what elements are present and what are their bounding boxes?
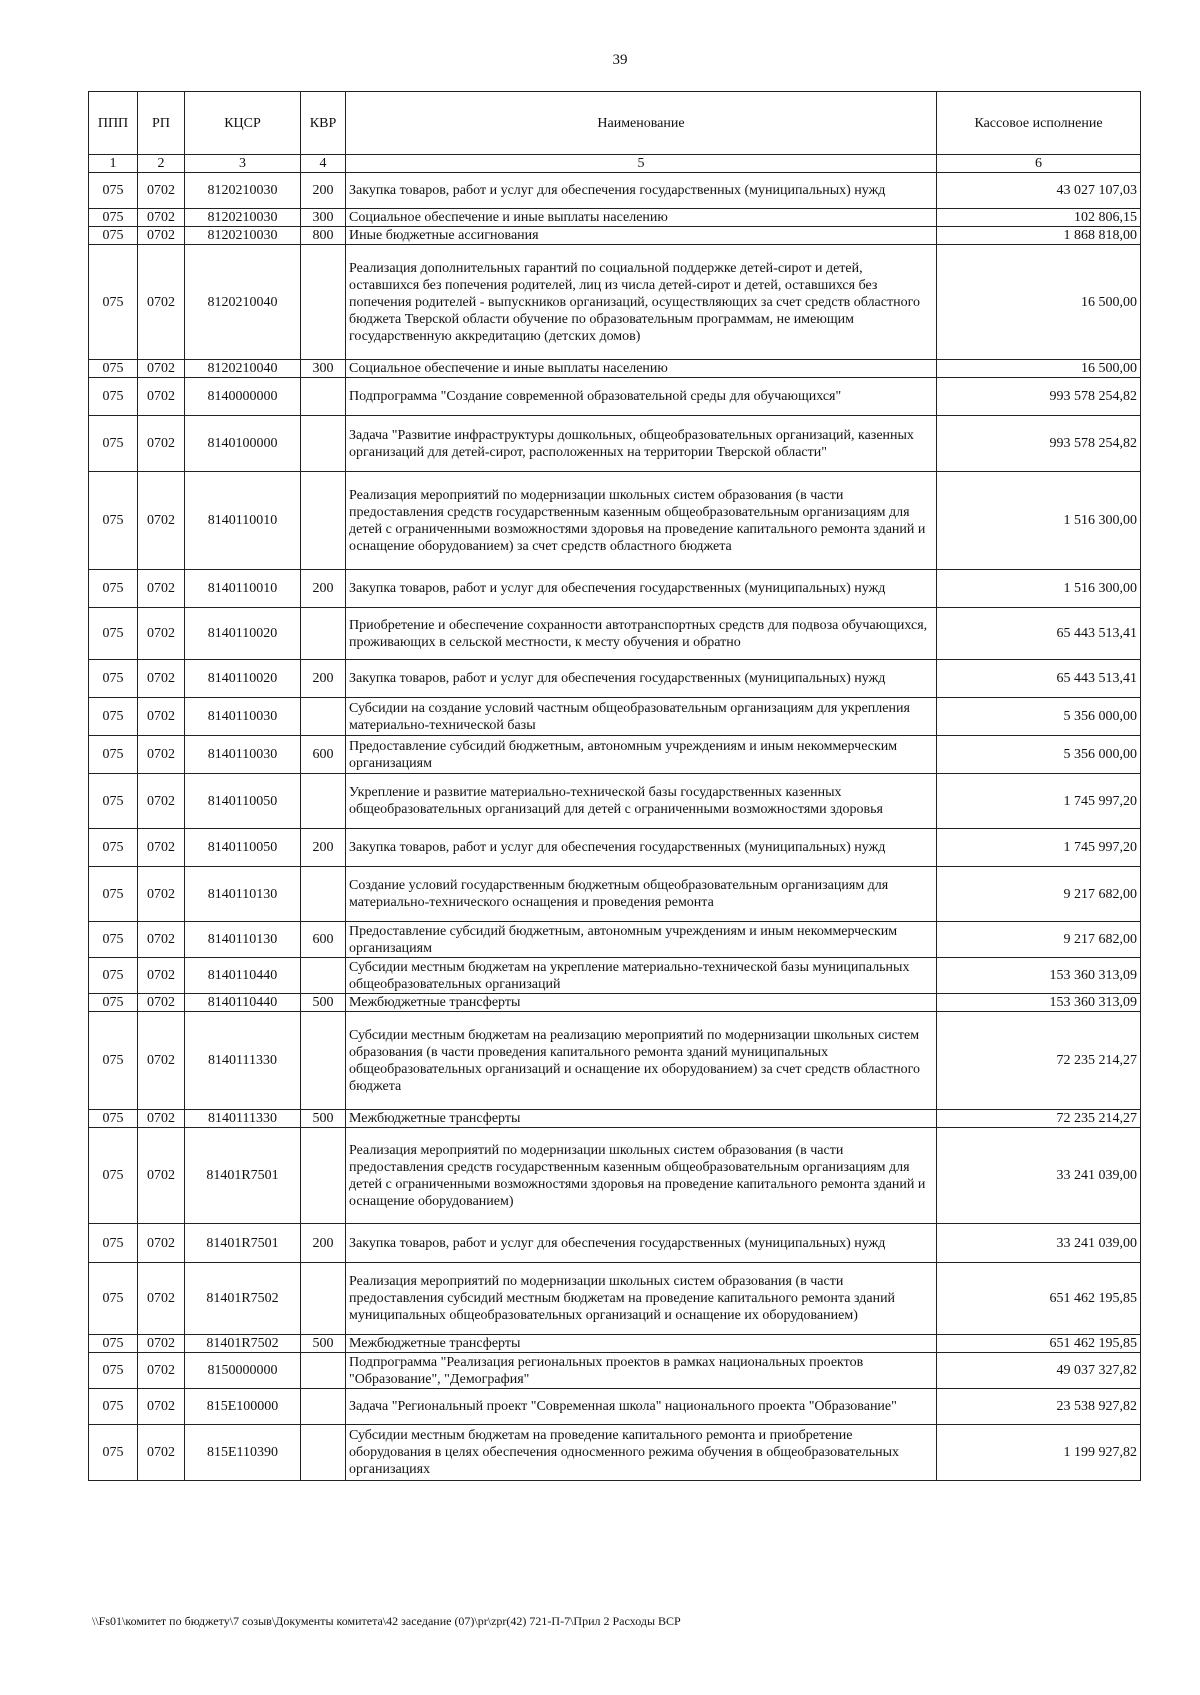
cell-rp: 0702 xyxy=(138,209,185,227)
cell-ppp: 075 xyxy=(89,1224,138,1263)
cell-kcsr: 8140110020 xyxy=(185,660,301,698)
cell-ppp: 075 xyxy=(89,867,138,922)
cell-ppp: 075 xyxy=(89,736,138,774)
cell-amount: 102 806,15 xyxy=(937,209,1141,227)
table-row xyxy=(89,922,1141,958)
cell-rp: 0702 xyxy=(138,774,185,829)
cell-amount: 651 462 195,85 xyxy=(937,1335,1141,1353)
cell-rp: 0702 xyxy=(138,245,185,360)
cell-rp: 0702 xyxy=(138,1128,185,1224)
cell-rp: 0702 xyxy=(138,994,185,1012)
table-row xyxy=(89,360,1141,378)
cell-name: Предоставление субсидий бюджетным, автономным учреждениям и иным некоммерческим организациям xyxy=(346,922,937,958)
cell-amount: 5 356 000,00 xyxy=(937,736,1141,774)
cell-amount: 1 745 997,20 xyxy=(937,774,1141,829)
table-row xyxy=(89,1012,1141,1110)
cell-amount: 993 578 254,82 xyxy=(937,416,1141,472)
cell-name: Укрепление и развитие материально-технической базы государственных казенных общеобразовательных организаций для детей с ограниченными возможностями здоровья xyxy=(346,774,937,829)
cell-ppp: 075 xyxy=(89,774,138,829)
cell-rp: 0702 xyxy=(138,416,185,472)
cell-ppp: 075 xyxy=(89,378,138,416)
table-body xyxy=(89,173,1141,1481)
cell-name: Реализация мероприятий по модернизации школьных систем образования (в части предоставления средств государственным казенным общеобразовательным организациям для детей с ограниченными возможностями здоровья на проведение капитального ремонта зданий и оснащение оборудованием) за счет средств областного бюджета xyxy=(346,472,937,570)
cell-ppp: 075 xyxy=(89,1128,138,1224)
cell-name: Межбюджетные трансферты xyxy=(346,1110,937,1128)
table-row xyxy=(89,416,1141,472)
cell-name: Реализация мероприятий по модернизации школьных систем образования (в части предоставления средств государственным казенным общеобразовательным организациям для детей с ограниченными возможностями здоровья на проведение капитального ремонта зданий и оснащение оборудованием) xyxy=(346,1128,937,1224)
cell-ppp: 075 xyxy=(89,608,138,660)
header-ppp: ППП xyxy=(89,92,138,155)
cell-amount: 9 217 682,00 xyxy=(937,922,1141,958)
cell-rp: 0702 xyxy=(138,472,185,570)
cell-ppp: 075 xyxy=(89,570,138,608)
table-row xyxy=(89,570,1141,608)
table-row xyxy=(89,1389,1141,1425)
cell-ppp: 075 xyxy=(89,472,138,570)
cell-ppp: 075 xyxy=(89,227,138,245)
cell-kcsr: 81401R7501 xyxy=(185,1224,301,1263)
cell-kcsr: 8120210030 xyxy=(185,173,301,209)
cell-name: Межбюджетные трансферты xyxy=(346,1335,937,1353)
cell-kvr: 200 xyxy=(301,660,346,698)
cell-rp: 0702 xyxy=(138,829,185,867)
table-row xyxy=(89,472,1141,570)
cell-ppp: 075 xyxy=(89,209,138,227)
cell-rp: 0702 xyxy=(138,1224,185,1263)
cell-ppp: 075 xyxy=(89,922,138,958)
cell-rp: 0702 xyxy=(138,378,185,416)
table-row xyxy=(89,227,1141,245)
cell-amount: 49 037 327,82 xyxy=(937,1353,1141,1389)
cell-ppp: 075 xyxy=(89,1353,138,1389)
cell-rp: 0702 xyxy=(138,958,185,994)
cell-amount: 33 241 039,00 xyxy=(937,1224,1141,1263)
cell-kvr: 200 xyxy=(301,1224,346,1263)
cell-kcsr: 8140110010 xyxy=(185,570,301,608)
table-row xyxy=(89,660,1141,698)
cell-name: Закупка товаров, работ и услуг для обеспечения государственных (муниципальных) нужд xyxy=(346,570,937,608)
cell-kvr: 500 xyxy=(301,1335,346,1353)
cell-ppp: 075 xyxy=(89,1335,138,1353)
cell-ppp: 075 xyxy=(89,1425,138,1481)
table-row xyxy=(89,1110,1141,1128)
cell-kcsr: 8140000000 xyxy=(185,378,301,416)
cell-kvr xyxy=(301,378,346,416)
cell-kcsr: 8140110130 xyxy=(185,922,301,958)
cell-amount: 72 235 214,27 xyxy=(937,1110,1141,1128)
table-row xyxy=(89,1425,1141,1481)
cell-amount: 651 462 195,85 xyxy=(937,1263,1141,1335)
cell-kvr xyxy=(301,416,346,472)
cell-amount: 43 027 107,03 xyxy=(937,173,1141,209)
cell-kcsr: 8150000000 xyxy=(185,1353,301,1389)
cell-name: Субсидии на создание условий частным общеобразовательным организациям для укрепления материально-технической базы xyxy=(346,698,937,736)
header-rp: РП xyxy=(138,92,185,155)
column-number: 3 xyxy=(185,155,301,173)
cell-name: Субсидии местным бюджетам на укрепление материально-технической базы муниципальных общеобразовательных организаций xyxy=(346,958,937,994)
cell-name: Закупка товаров, работ и услуг для обеспечения государственных (муниципальных) нужд xyxy=(346,1224,937,1263)
cell-amount: 153 360 313,09 xyxy=(937,994,1141,1012)
cell-name: Подпрограмма "Создание современной образовательной среды для обучающихся" xyxy=(346,378,937,416)
cell-ppp: 075 xyxy=(89,173,138,209)
cell-amount: 16 500,00 xyxy=(937,245,1141,360)
cell-kvr xyxy=(301,774,346,829)
cell-kvr xyxy=(301,1353,346,1389)
table-row xyxy=(89,245,1141,360)
cell-kvr xyxy=(301,1012,346,1110)
cell-kcsr: 8140110440 xyxy=(185,994,301,1012)
cell-ppp: 075 xyxy=(89,994,138,1012)
cell-amount: 1 868 818,00 xyxy=(937,227,1141,245)
column-number: 5 xyxy=(346,155,937,173)
table-row xyxy=(89,209,1141,227)
cell-rp: 0702 xyxy=(138,1335,185,1353)
header-kcsr: КЦСР xyxy=(185,92,301,155)
cell-kvr xyxy=(301,608,346,660)
cell-ppp: 075 xyxy=(89,1263,138,1335)
header-kvr: КВР xyxy=(301,92,346,155)
cell-name: Задача "Региональный проект "Современная школа" национального проекта "Образование" xyxy=(346,1389,937,1425)
cell-rp: 0702 xyxy=(138,1353,185,1389)
table-row xyxy=(89,608,1141,660)
table-row xyxy=(89,958,1141,994)
column-number: 4 xyxy=(301,155,346,173)
cell-kcsr: 8140110440 xyxy=(185,958,301,994)
cell-kvr: 200 xyxy=(301,570,346,608)
cell-kvr: 200 xyxy=(301,829,346,867)
cell-amount: 1 516 300,00 xyxy=(937,472,1141,570)
table-row xyxy=(89,1224,1141,1263)
cell-amount: 1 745 997,20 xyxy=(937,829,1141,867)
cell-kvr xyxy=(301,245,346,360)
cell-name: Субсидии местным бюджетам на реализацию мероприятий по модернизации школьных систем образования (в части проведения капитального ремонта зданий муниципальных общеобразовательных организаций и оснащение их оборудованием) за счет средств областного бюджета xyxy=(346,1012,937,1110)
page-number: 39 xyxy=(612,52,628,68)
cell-rp: 0702 xyxy=(138,922,185,958)
cell-name: Межбюджетные трансферты xyxy=(346,994,937,1012)
cell-kcsr: 815E110390 xyxy=(185,1425,301,1481)
cell-ppp: 075 xyxy=(89,1110,138,1128)
cell-kvr xyxy=(301,958,346,994)
cell-name: Создание условий государственным бюджетным общеобразовательным организациям для материально-технического оснащения и проведения ремонта xyxy=(346,867,937,922)
cell-rp: 0702 xyxy=(138,1110,185,1128)
header-amount: Кассовое исполнение xyxy=(937,92,1141,155)
cell-kvr xyxy=(301,1263,346,1335)
cell-amount: 9 217 682,00 xyxy=(937,867,1141,922)
cell-rp: 0702 xyxy=(138,660,185,698)
cell-kcsr: 81401R7502 xyxy=(185,1335,301,1353)
cell-rp: 0702 xyxy=(138,867,185,922)
cell-rp: 0702 xyxy=(138,1389,185,1425)
cell-kcsr: 8140110030 xyxy=(185,736,301,774)
column-number-row xyxy=(89,155,1141,173)
cell-kvr: 600 xyxy=(301,736,346,774)
cell-kcsr: 8120210040 xyxy=(185,245,301,360)
cell-ppp: 075 xyxy=(89,1012,138,1110)
cell-amount: 72 235 214,27 xyxy=(937,1012,1141,1110)
cell-amount: 33 241 039,00 xyxy=(937,1128,1141,1224)
cell-rp: 0702 xyxy=(138,1425,185,1481)
cell-kcsr: 8140110030 xyxy=(185,698,301,736)
cell-kcsr: 8140110130 xyxy=(185,867,301,922)
table-row xyxy=(89,378,1141,416)
cell-name: Социальное обеспечение и иные выплаты населению xyxy=(346,360,937,378)
cell-amount: 65 443 513,41 xyxy=(937,608,1141,660)
cell-kcsr: 8140111330 xyxy=(185,1012,301,1110)
table-row xyxy=(89,994,1141,1012)
cell-kcsr: 81401R7501 xyxy=(185,1128,301,1224)
cell-rp: 0702 xyxy=(138,360,185,378)
cell-ppp: 075 xyxy=(89,660,138,698)
cell-name: Социальное обеспечение и иные выплаты населению xyxy=(346,209,937,227)
cell-kcsr: 8120210030 xyxy=(185,209,301,227)
column-number: 1 xyxy=(89,155,138,173)
cell-rp: 0702 xyxy=(138,736,185,774)
cell-name: Реализация мероприятий по модернизации школьных систем образования (в части предоставления субсидий местным бюджетам на проведение капитального ремонта зданий муниципальных общеобразовательных организаций и оснащение их оборудованием) xyxy=(346,1263,937,1335)
cell-ppp: 075 xyxy=(89,958,138,994)
table-row xyxy=(89,736,1141,774)
cell-kvr xyxy=(301,867,346,922)
footer-file-path: \\Fs01\комитет по бюджету\7 созыв\Документы комитета\42 заседание (07)\pr\zpr(42) 721-П-7\Прил 2 Расходы ВСР xyxy=(92,1614,681,1628)
cell-kvr xyxy=(301,1425,346,1481)
cell-rp: 0702 xyxy=(138,698,185,736)
table-row xyxy=(89,698,1141,736)
cell-amount: 23 538 927,82 xyxy=(937,1389,1141,1425)
cell-name: Закупка товаров, работ и услуг для обеспечения государственных (муниципальных) нужд xyxy=(346,660,937,698)
cell-kvr: 300 xyxy=(301,209,346,227)
cell-kcsr: 8120210040 xyxy=(185,360,301,378)
table-row xyxy=(89,1128,1141,1224)
cell-kcsr: 8120210030 xyxy=(185,227,301,245)
cell-rp: 0702 xyxy=(138,570,185,608)
cell-kcsr: 815E100000 xyxy=(185,1389,301,1425)
cell-kvr: 200 xyxy=(301,173,346,209)
cell-name: Подпрограмма "Реализация региональных проектов в рамках национальных проектов "Образование", "Демография" xyxy=(346,1353,937,1389)
cell-ppp: 075 xyxy=(89,245,138,360)
table-row xyxy=(89,774,1141,829)
table-header-row xyxy=(89,92,1141,155)
cell-rp: 0702 xyxy=(138,1012,185,1110)
cell-kvr: 500 xyxy=(301,994,346,1012)
cell-kvr xyxy=(301,472,346,570)
cell-kvr: 800 xyxy=(301,227,346,245)
cell-rp: 0702 xyxy=(138,173,185,209)
cell-amount: 65 443 513,41 xyxy=(937,660,1141,698)
cell-kcsr: 81401R7502 xyxy=(185,1263,301,1335)
table-row xyxy=(89,1335,1141,1353)
cell-amount: 153 360 313,09 xyxy=(937,958,1141,994)
cell-amount: 16 500,00 xyxy=(937,360,1141,378)
cell-kcsr: 8140110050 xyxy=(185,774,301,829)
cell-amount: 1 199 927,82 xyxy=(937,1425,1141,1481)
table-row xyxy=(89,829,1141,867)
table-row xyxy=(89,173,1141,209)
header-name: Наименование xyxy=(346,92,937,155)
cell-amount: 5 356 000,00 xyxy=(937,698,1141,736)
cell-rp: 0702 xyxy=(138,1263,185,1335)
cell-ppp: 075 xyxy=(89,360,138,378)
cell-ppp: 075 xyxy=(89,829,138,867)
cell-kcsr: 8140110020 xyxy=(185,608,301,660)
cell-amount: 993 578 254,82 xyxy=(937,378,1141,416)
cell-kvr xyxy=(301,1128,346,1224)
cell-ppp: 075 xyxy=(89,416,138,472)
cell-rp: 0702 xyxy=(138,608,185,660)
cell-ppp: 075 xyxy=(89,698,138,736)
cell-kcsr: 8140110010 xyxy=(185,472,301,570)
cell-name: Предоставление субсидий бюджетным, автономным учреждениям и иным некоммерческим организациям xyxy=(346,736,937,774)
cell-name: Закупка товаров, работ и услуг для обеспечения государственных (муниципальных) нужд xyxy=(346,829,937,867)
budget-table xyxy=(88,91,1141,1481)
cell-name: Иные бюджетные ассигнования xyxy=(346,227,937,245)
cell-name: Субсидии местным бюджетам на проведение капитального ремонта и приобретение оборудования в целях обеспечения односменного режима обучения в общеобразовательных организациях xyxy=(346,1425,937,1481)
column-number: 2 xyxy=(138,155,185,173)
table-row xyxy=(89,1263,1141,1335)
cell-kvr: 600 xyxy=(301,922,346,958)
cell-kvr xyxy=(301,698,346,736)
column-number: 6 xyxy=(937,155,1141,173)
cell-kcsr: 8140111330 xyxy=(185,1110,301,1128)
cell-ppp: 075 xyxy=(89,1389,138,1425)
table-row xyxy=(89,1353,1141,1389)
cell-amount: 1 516 300,00 xyxy=(937,570,1141,608)
cell-kcsr: 8140100000 xyxy=(185,416,301,472)
cell-name: Закупка товаров, работ и услуг для обеспечения государственных (муниципальных) нужд xyxy=(346,173,937,209)
cell-name: Приобретение и обеспечение сохранности автотранспортных средств для подвоза обучающихся, проживающих в сельской местности, к месту обучения и обратно xyxy=(346,608,937,660)
cell-name: Задача "Развитие инфраструктуры дошкольных, общеобразовательных организаций, казенных организаций для детей-сирот, расположенных на территории Тверской области" xyxy=(346,416,937,472)
cell-rp: 0702 xyxy=(138,227,185,245)
cell-kvr: 300 xyxy=(301,360,346,378)
cell-kvr: 500 xyxy=(301,1110,346,1128)
table-row xyxy=(89,867,1141,922)
cell-kcsr: 8140110050 xyxy=(185,829,301,867)
cell-name: Реализация дополнительных гарантий по социальной поддержке детей-сирот и детей, оставшихся без попечения родителей, лиц из числа детей-сирот и детей, оставшихся без попечения родителей - выпускников организаций, осуществляющих за счет средств областного бюджета Тверской области обучение по образовательным программам, не имеющим государственную аккредитацию (детских домов) xyxy=(346,245,937,360)
cell-kvr xyxy=(301,1389,346,1425)
